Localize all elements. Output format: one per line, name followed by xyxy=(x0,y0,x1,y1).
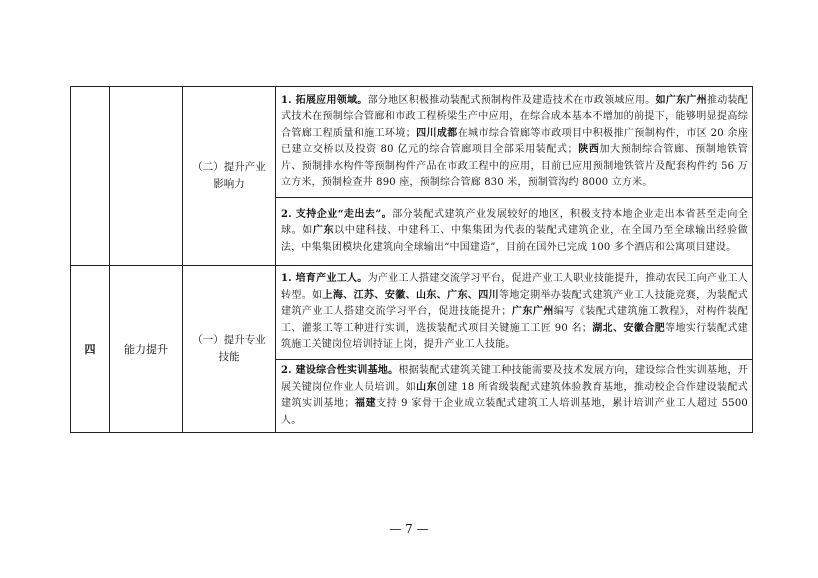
item-text: 以中建科技、中建科工、中集集团为代表的装配式建筑企业，在全国乃至全球输出经验做法，中集集团模块化建筑向全球输出“中国建造”，目前在国外已完成 100 多个酒店和公寓项目建设。 xyxy=(281,225,748,253)
item-title: 1. 培育产业工人。 xyxy=(281,273,368,285)
page-number: — 7 — xyxy=(389,522,429,536)
item-title: 2. 建设综合性实训基地。 xyxy=(281,365,399,376)
highlighted-region: 如广东广州 xyxy=(655,94,707,106)
highlighted-region: 广东 xyxy=(312,225,335,237)
item-text: 加大预制综合管廊、预制地铁管片、预制排水构件等预制构件产品在市政工程中的应用，目前已应用预制地铁管片及配套构件约 56 万立方米，预制检查井 890 座，预制综合管廊 830 米，预制管沟约 8000 立方米。 xyxy=(281,144,748,188)
highlighted-region: 陕西 xyxy=(577,144,600,155)
item-title: 2. 支持企业“走出去”。 xyxy=(281,208,393,220)
item-text: 部分装配式建筑产业发展较好的地区，积极支持本地企业走出本省甚至走向全球。如 xyxy=(281,208,748,237)
category-cell: 能力提升 xyxy=(110,266,183,433)
item-text: 支持 9 家骨干企业成立装配式建筑工人培训基地，累计培训产业工人超过 5500 人。 xyxy=(281,398,748,426)
item-cell xyxy=(276,266,753,360)
item-text: 创建 18 所省级装配式建筑体验教育基地，推动校企合作建设装配式建筑实训基地； xyxy=(281,381,749,409)
row-number-cell xyxy=(71,87,110,266)
item-text: 根据装配式建筑关键工种技能需要及技术发展方向，建设综合性实训基地，开展关键岗位作业人员培训。如 xyxy=(281,365,748,393)
highlighted-region: 福建 xyxy=(354,398,377,409)
subcategory-cell xyxy=(183,87,276,266)
table-row xyxy=(71,266,753,360)
highlighted-region: 上海、江苏、安徽、山东、广东、四川 xyxy=(322,289,500,301)
item-text: 为产业工人搭建交流学习平台，促进产业工人职业技能提升，推动农民工向产业工人转型。如 xyxy=(281,273,748,301)
item-cell xyxy=(276,360,753,433)
item-text: 在城市综合管廊等市政项目中积极推广预制构件，市区 20 余座已建立交桥以及投资 80 亿元的综合管廊项目全部采用装配式； xyxy=(281,127,748,155)
table-row xyxy=(71,87,753,198)
highlighted-region: 四川成都 xyxy=(415,127,458,139)
item-cell xyxy=(276,198,753,266)
subcategory-label: （一）提升专业技能 xyxy=(192,334,266,363)
row-number-cell: 四 xyxy=(71,266,110,433)
item-text: 等地实行装配式建筑施工关键岗位培训持证上岗，提升产业工人技能。 xyxy=(281,322,748,351)
item-text: 推动装配式技术在预制综合管廊和市政工程桥梁生产中应用，在综合成本基本不增加的前提下，能够明显提高综合管廊工程质量和施工环境； xyxy=(281,94,749,139)
item-text: 部分地区积极推动装配式预制构件及建造技术在市政领域应用。 xyxy=(367,94,656,106)
item-text: 编写《装配式建筑施工教程》，对构件装配工、灌浆工等工种进行实训，选拔装配式项目关键施工工匠 90 名； xyxy=(281,306,748,334)
item-text: 等地定期举办装配式建筑产业工人技能竞赛，为装配式建筑产业工人搭建交流学习平台，促进技能提升； xyxy=(281,289,748,318)
highlighted-region: 湖北、安徽合肥 xyxy=(592,322,666,334)
highlighted-region: 山东 xyxy=(416,381,437,393)
subcategory-cell xyxy=(183,266,276,433)
subcategory-label: （二）提升产业影响力 xyxy=(192,161,266,190)
highlighted-region: 广东广州 xyxy=(511,306,554,318)
item-title: 1. 拓展应用领域。 xyxy=(281,94,368,106)
category-cell xyxy=(110,87,183,266)
item-cell xyxy=(276,87,753,198)
content-table xyxy=(70,86,753,433)
